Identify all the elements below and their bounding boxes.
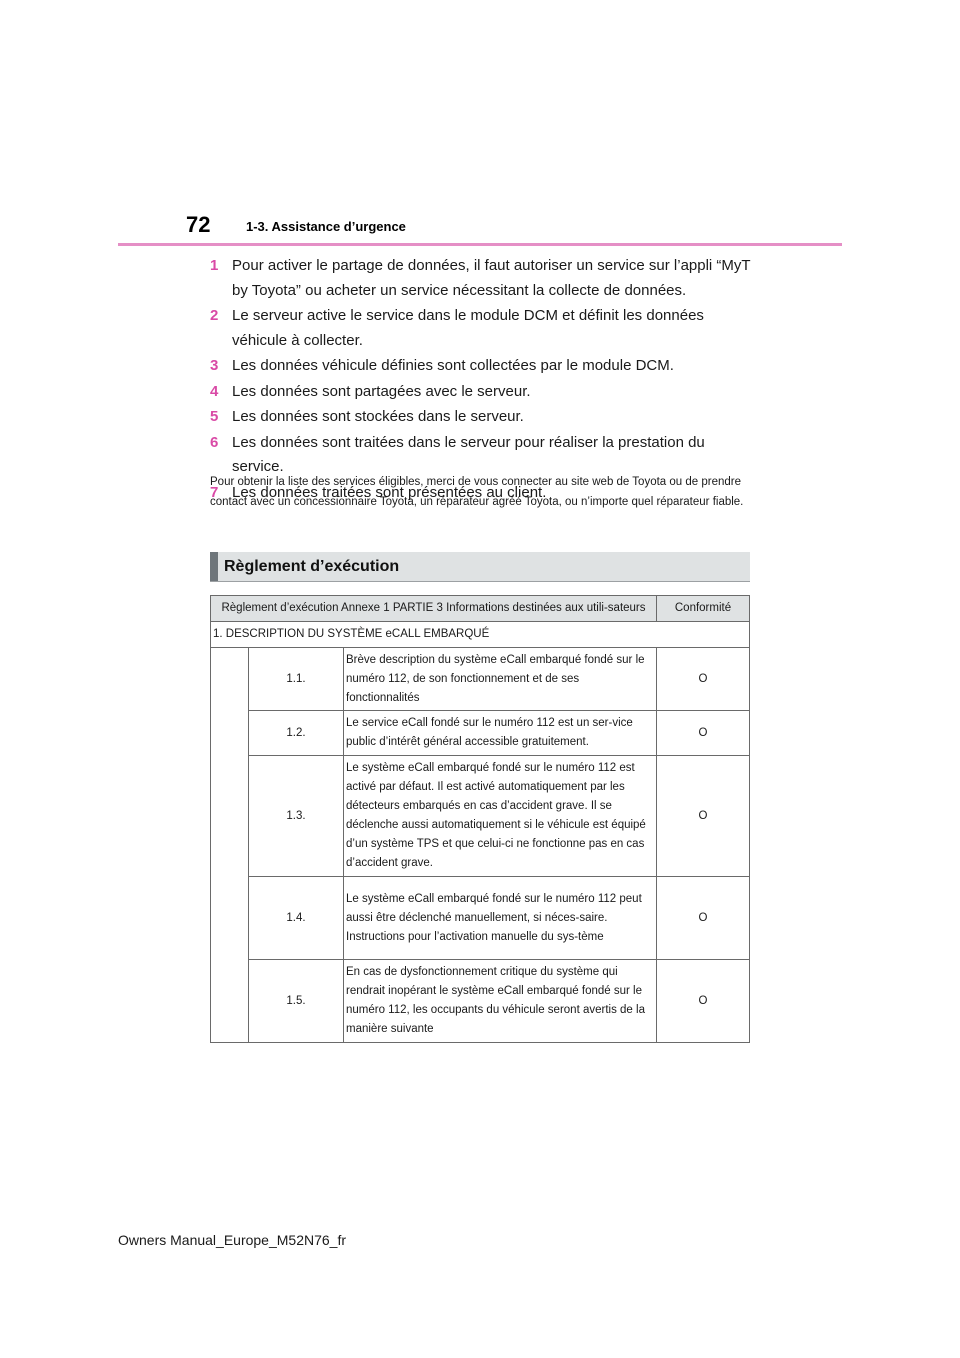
step-item	[210, 304, 755, 353]
table-row-conformity: O	[657, 648, 750, 711]
table-header-conformity: Conformité	[657, 596, 750, 622]
step-number: 1	[210, 257, 219, 274]
table-indent-cell	[211, 648, 249, 1043]
table-row-conformity: O	[657, 711, 750, 756]
step-text: Le serveur active le service dans le module DCM et définit les données véhicule à collecter.	[232, 307, 704, 349]
table-row-description: En cas de dysfonctionnement critique du système qui rendrait inopérant le système eCall embarqué fondé sur le numéro 112, les occupants du véhicule seront avertis de la manière suivante	[344, 960, 657, 1043]
table-row-number: 1.5.	[249, 960, 344, 1043]
section-heading	[210, 552, 750, 582]
table-row-number: 1.2.	[249, 711, 344, 756]
step-item	[210, 380, 755, 405]
step-item	[210, 405, 755, 430]
table-row-description: Le système eCall embarqué fondé sur le numéro 112 peut aussi être déclenché manuellement, si néces-saire. Instructions pour l’activation manuelle du sys-tème	[344, 877, 657, 960]
table-group-row	[211, 622, 750, 648]
table-row-number: 1.1.	[249, 648, 344, 711]
table-header-row	[211, 596, 750, 622]
table-row-conformity: O	[657, 877, 750, 960]
step-list	[210, 254, 755, 506]
table-row-conformity: O	[657, 960, 750, 1043]
table-row-description: Le système eCall embarqué fondé sur le numéro 112 est activé par défaut. Il est activé automatiquement par les détecteurs embarqués en cas d’accident grave. Il se déclenche aussi automatiquement si le véhicule est équipé d’un système TPS et que celui-ci ne fonctionne pas en cas d’accident grave.	[344, 756, 657, 877]
table-row-conformity: O	[657, 756, 750, 877]
table-row-number: 1.3.	[249, 756, 344, 877]
table-row	[211, 877, 750, 960]
table-row	[211, 960, 750, 1043]
table-row	[211, 756, 750, 877]
section-heading-bar	[210, 552, 218, 581]
table-row-description: Le service eCall fondé sur le numéro 112 est un ser-vice public d’intérêt général accessible gratuitement.	[344, 711, 657, 756]
step-number: 7	[210, 483, 219, 501]
table-row	[211, 648, 750, 711]
step-text: Les données sont traitées dans le serveur pour réaliser la prestation du service.	[232, 433, 705, 475]
note-paragraph: Pour obtenir la liste des services éligibles, merci de vous connecter au site web de Toyota ou de prendre contact avec un concessionnaire Toyota, un réparateur agréé Toyota, ou n’importe quel réparateur fiable.	[210, 476, 744, 508]
section-title: 1-3. Assistance d’urgence	[246, 219, 406, 234]
section-heading-title: Règlement d’exécution	[224, 558, 400, 575]
footer-document-id: Owners Manual_Europe_M52N76_fr	[118, 1232, 347, 1248]
step-text: Les données sont stockées dans le serveur.	[232, 408, 524, 425]
table-row-description: Brève description du système eCall embarqué fondé sur le numéro 112, de son fonctionnement et de ses fonctionnalités	[344, 648, 657, 711]
step-number: 5	[210, 408, 219, 425]
step-text: Les données véhicule définies sont collectées par le module DCM.	[232, 357, 674, 374]
table-group-title: 1. DESCRIPTION DU SYSTÈME eCALL EMBARQUÉ	[211, 622, 750, 648]
step-number: 6	[210, 433, 219, 451]
table-header-main: Règlement d’exécution Annexe 1 PARTIE 3 Informations destinées aux utili-sateurs	[211, 596, 657, 622]
table-row	[211, 711, 750, 756]
step-item	[210, 254, 755, 303]
step-text: Les données traitées sont présentées au client.	[232, 483, 547, 501]
regulation-table	[210, 595, 750, 1043]
step-text: Pour activer le partage de données, il faut autoriser un service sur l’appli “MyT by Toyota” ou acheter un service nécessitant la collecte de données.	[232, 257, 751, 299]
page-number: 72	[186, 212, 211, 237]
table-row-number: 1.4.	[249, 877, 344, 960]
step-item	[210, 354, 755, 379]
step-number: 4	[210, 382, 219, 400]
header-rule	[118, 243, 842, 246]
step-number: 2	[210, 307, 219, 324]
step-text: Les données sont partagées avec le serveur.	[232, 382, 531, 400]
step-number: 3	[210, 357, 219, 374]
